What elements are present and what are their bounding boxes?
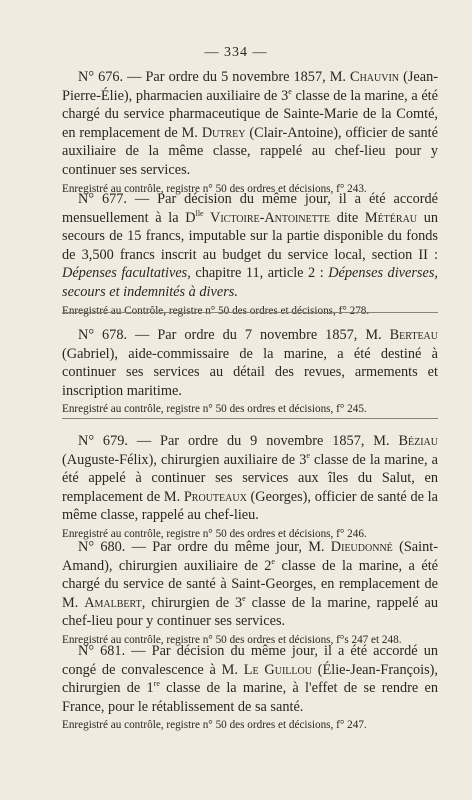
entry-text: N° 677. — Par décision du même jour, il a été accordé mensuellement à la $D^{lle}$ Victoire-Antoinette dite Métérau un secours de 15 francs, imputable sur la partie disponible du fonds de 3,500 francs inscrit au budget du service local, section II : Dépenses facultatives, chapitre 11, article 2 : Dépenses diverses, secours et indemnités à divers.	[62, 191, 438, 300]
entry-number: N° 679.	[78, 433, 128, 449]
person-name: Prouteaux	[183, 488, 247, 505]
person-name: Dieudonné	[330, 539, 393, 555]
person-name: Dutrey	[201, 124, 246, 141]
person-name: Chauvin	[350, 69, 400, 85]
entry-680	[62, 538, 438, 647]
registration-note: Enregistré au contrôle, registre n° 50 des ordres et décisions, f° 243.	[62, 182, 367, 195]
entry-number: N° 677.	[78, 191, 127, 207]
registration-note: Enregistré au contrôle, registre n° 50 des ordres et décisions, f° 247.	[62, 719, 367, 732]
separator-rule	[62, 312, 438, 313]
person-name: Métérau	[364, 209, 418, 226]
entry-number: N° 680.	[78, 539, 126, 555]
entry-text: N° 679. — Par ordre du 9 novembre 1857, M. Béziau (Auguste-Félix), chirurgien auxiliaire de 3e classe de la marine, a été appelé à continuer ses services aux îles du Salut, en remplacement de M. Prouteaux (Georges), officier de santé de la même classe, rappelé au chef-lieu.	[62, 433, 438, 524]
registration-note: Enregistré au contrôle, registre n° 50 des ordres et décisions, f° 246.	[62, 527, 367, 540]
person-name: Amalbert	[84, 594, 142, 611]
entry-text: N° 678. — Par ordre du 7 novembre 1857, M. Berteau (Gabriel), aide-commissaire de la marine, a été destiné à continuer ses services au détail des revues, armements et inscription maritime.	[62, 327, 438, 399]
page-number: — 334 —	[204, 45, 268, 60]
entry-676	[62, 68, 438, 196]
entry-678	[62, 326, 438, 416]
person-name: Berteau	[389, 327, 438, 343]
entry-number: N° 676.	[78, 69, 124, 85]
person-name: Béziau	[398, 433, 438, 449]
entry-text: N° 676. — Par ordre du 5 novembre 1857, M. Chauvin (Jean-Pierre-Élie), pharmacien auxiliaire de 3e classe de la marine, a été chargé du service pharmaceutique de Sainte-Marie de la Comté, en remplacement de M. Dutrey (Clair-Antoine), officier de santé auxiliaire de la même classe, rappelé au chef-lieu pour y continuer ses services.	[62, 69, 438, 178]
registration-note: Enregistré au Contrôle, registre n° 50 des ordres et décisions, f° 278.	[62, 304, 370, 317]
person-name: Victoire-Antoinette	[203, 209, 331, 226]
entry-text: N° 681. — Par décision du même jour, il a été accordé un congé de convalescence à M. Le Guillou (Élie-Jean-François), chirurgien de 1re classe de la marine, à l'effet de se rendre en France, pour le rétablissement de sa santé.	[62, 643, 439, 715]
entry-681	[62, 642, 438, 732]
entry-679	[62, 432, 438, 541]
person-name: Le Guillou	[243, 661, 312, 678]
registration-note: Enregistré au contrôle, registre n° 50 des ordres et décisions, f°s 247 et 248.	[62, 633, 402, 646]
entry-number: N° 678.	[78, 327, 128, 343]
entry-text: N° 680. — Par ordre du même jour, M. Dieudonné (Saint-Amand), chirurgien auxiliaire de 2e classe de la marine, a été chargé du service de santé à Saint-Georges, en remplacement de M. Amalbert, chirurgien de 3e classe de la marine, rappelé au chef-lieu pour y continuer ses services.	[62, 539, 439, 630]
separator-rule	[62, 418, 438, 419]
entry-number: N° 681.	[78, 643, 126, 659]
registration-note: Enregistré au contrôle, registre n° 50 des ordres et décisions, f° 245.	[62, 403, 367, 416]
entry-677	[62, 190, 438, 318]
